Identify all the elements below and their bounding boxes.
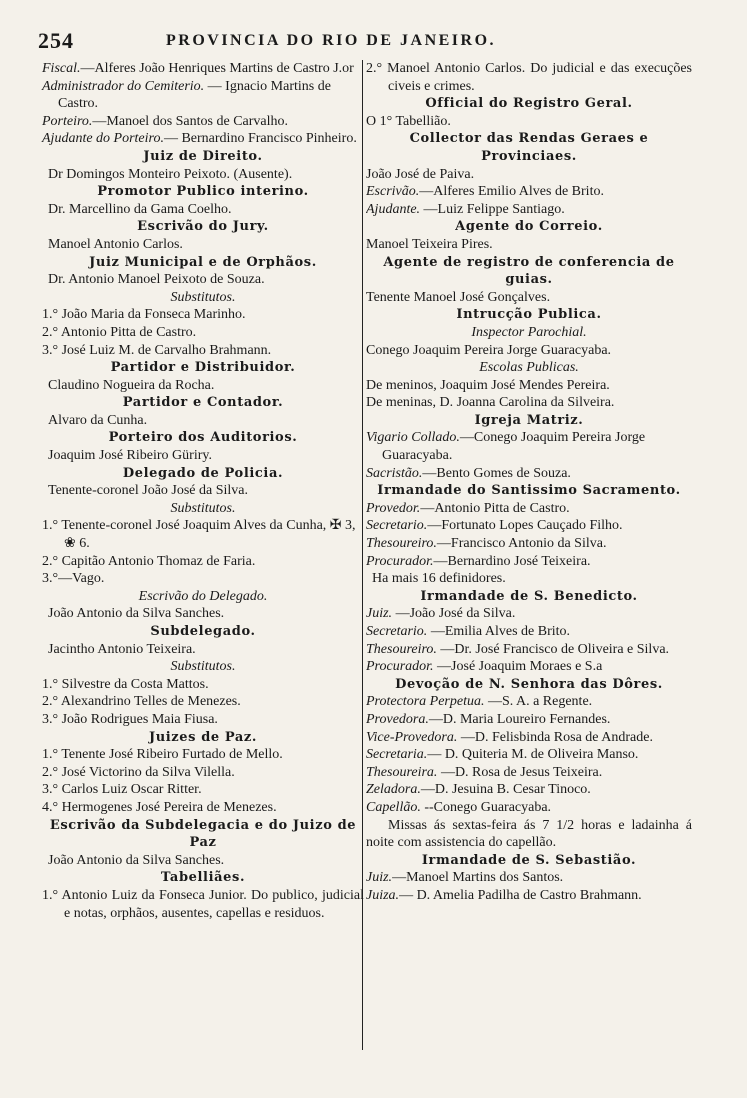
juiz-direito-name: Dr Domingos Monteiro Peixoto. (Ausente). <box>48 166 293 182</box>
partidor-contador-name: Alvaro da Cunha. <box>48 412 148 428</box>
list-item: 3.° João Rodrigues Maia Fiusa. <box>42 711 218 727</box>
tabelliao-2-entry: 2.° Manoel Antonio Carlos. Do judicial e das execuções civeis e crimes. <box>366 61 692 94</box>
delegado-heading: Delegado de Policia. <box>122 465 284 481</box>
juiz-municipal-heading: Juiz Municipal e de Orphãos. <box>89 254 317 270</box>
escrivao-jury-name: Manoel Antonio Carlos. <box>48 236 183 252</box>
fiscal-entry: Fiscal.—Alferes João Henriques Martins de Castro J.or <box>42 61 354 76</box>
sebastiao-heading: Irmandade de S. Sebastião. <box>421 852 637 868</box>
substitutos-heading: Substitutos. <box>170 500 236 516</box>
registro-name: O 1° Tabellião. <box>366 113 451 129</box>
sacramento-heading: Irmandade do Santissimo Sacramento. <box>377 483 681 499</box>
list-item: 2.° José Victorino da Silva Vilella. <box>42 764 235 780</box>
dores-thesoureira-entry: Thesoureira. —D. Rosa de Jesus Teixeira. <box>366 764 603 780</box>
sacramento-definidores: Ha mais 16 definidores. <box>372 571 506 587</box>
escrivao-subdelegacia-name: João Antonio da Silva Sanches. <box>48 852 225 868</box>
list-item: 3.° José Luiz M. de Carvalho Brahmann. <box>42 342 272 358</box>
sacramento-secretario-entry: Secretario.—Fortunato Lopes Cauçado Filho. <box>366 518 623 534</box>
inspector-heading: Inspector Parochial. <box>471 324 587 340</box>
substitutos-heading: Substitutos. <box>170 289 236 305</box>
partidor-distribuidor-heading: Partidor e Distribuidor. <box>110 360 296 376</box>
porteiro-auditorios-heading: Porteiro dos Auditorios. <box>108 430 298 446</box>
page-number: 254 <box>38 28 74 53</box>
ajudante-porteiro-entry: Ajudante do Porteiro.— Bernardino Francisco Pinheiro. <box>42 131 357 147</box>
sacramento-thesoureiro-entry: Thesoureiro.—Francisco Antonio da Silva. <box>366 536 607 552</box>
partidor-contador-heading: Partidor e Contador. <box>122 395 284 411</box>
juizes-paz-heading: Juizes de Paz. <box>148 729 258 745</box>
delegado-name: Tenente-coronel João José da Silva. <box>48 483 249 499</box>
dores-secretaria-entry: Secretaria.— D. Quiteria M. de Oliveira Manso. <box>366 747 639 763</box>
igreja-heading: Igreja Matriz. <box>474 412 584 428</box>
ajudante-collector-entry: Ajudante. —Luiz Felippe Santiago. <box>366 201 565 217</box>
page-header <box>38 28 718 58</box>
correio-name: Manoel Teixeira Pires. <box>366 236 493 252</box>
benedicto-secretario-entry: Secretario. —Emilia Alves de Brito. <box>366 624 571 639</box>
instruccao-heading: Intrucção Publica. <box>456 307 602 323</box>
page-title: PROVINCIA DO RIO DE JANEIRO. <box>166 32 497 49</box>
list-item: De meninos, Joaquim José Mendes Pereira. <box>366 377 610 393</box>
sebastiao-juiza-entry: Juiza.— D. Amelia Padilha de Castro Brahmann. <box>366 887 642 903</box>
list-item: 4.° Hermogenes José Pereira de Menezes. <box>42 799 277 815</box>
escrivao-delegado-heading: Escrivão do Delegado. <box>138 588 268 604</box>
administrador-entry: Administrador do Cemiterio. — Ignacio Martins de Castro. <box>42 78 331 112</box>
list-item: 3.°—Vago. <box>42 571 105 587</box>
subdelegado-name: Jacintho Antonio Teixeira. <box>48 641 196 657</box>
escolas-heading: Escolas Publicas. <box>479 360 579 376</box>
list-item: 2.° Antonio Pitta de Castro. <box>42 324 197 340</box>
list-item: De meninas, D. Joanna Carolina da Silveira. <box>366 395 615 411</box>
dores-protectora-entry: Protectora Perpetua. —S. A. a Regente. <box>366 694 593 710</box>
escrivao-delegado-name: João Antonio da Silva Sanches. <box>48 606 225 622</box>
dores-provedora-entry: Provedora.—D. Maria Loureiro Fernandes. <box>366 711 611 727</box>
vigario-entry: Vigario Collado.—Conego Joaquim Pereira Jorge Guaracyaba. <box>366 430 646 464</box>
list-item: 1.° João Maria da Fonseca Marinho. <box>42 307 246 323</box>
benedicto-juiz-entry: Juiz. —João José da Silva. <box>366 606 516 622</box>
list-item: 1.° Tenente-coronel José Joaquim Alves da Cunha, ✠ 3, ❀ 6. <box>42 518 356 552</box>
list-item: 2.° Alexandrino Telles de Menezes. <box>42 694 241 710</box>
sacramento-provedor-entry: Provedor.—Antonio Pitta de Castro. <box>366 500 570 516</box>
escrivao-subdelegacia-heading: Escrivão da Subdelegacia e do Juizo de Paz <box>49 817 357 851</box>
dores-zeladora-entry: Zeladora.—D. Jesuina B. Cesar Tinoco. <box>366 782 591 798</box>
sacristao-entry: Sacristão.—Bento Gomes de Souza. <box>366 465 571 481</box>
list-item: 3.° Carlos Luiz Oscar Ritter. <box>42 782 202 798</box>
left-column <box>42 60 364 922</box>
partidor-distribuidor-name: Claudino Nogueira da Rocha. <box>48 377 215 393</box>
registro-heading: Official do Registro Geral. <box>425 96 633 112</box>
promotor-name: Dr. Marcellino da Gama Coelho. <box>48 201 232 217</box>
porteiro-auditorios-name: Joaquim José Ribeiro Güriry. <box>48 448 212 464</box>
dores-missas: Missas ás sextas-feira ás 7 1/2 horas e ladainha á noite com assistencia do capellão. <box>366 817 692 851</box>
right-column <box>366 60 692 905</box>
promotor-heading: Promotor Publico interino. <box>97 184 309 200</box>
porteiro-entry: Porteiro.—Manoel dos Santos de Carvalho. <box>42 113 289 129</box>
juiz-direito-heading: Juiz de Direito. <box>143 148 263 164</box>
dores-heading: Devoção de N. Senhora das Dôres. <box>395 676 663 692</box>
list-item: 1.° Antonio Luiz da Fonseca Junior. Do publico, judicial e notas, orphãos, ausentes, capellas e residuos. <box>42 887 364 921</box>
subdelegado-heading: Subdelegado. <box>150 624 256 639</box>
escrivao-jury-heading: Escrivão do Jury. <box>137 219 269 235</box>
conferencia-heading: Agente de registro de conferencia de guias. <box>383 254 675 288</box>
dores-capellao-entry: Capellão. --Conego Guaracyaba. <box>366 799 552 815</box>
juiz-municipal-name: Dr. Antonio Manoel Peixoto de Souza. <box>48 272 265 288</box>
escrivao-collector-entry: Escrivão.—Alferes Emilio Alves de Brito. <box>366 184 604 200</box>
sacramento-procurador-entry: Procurador.—Bernardino José Teixeira. <box>366 553 591 569</box>
correio-heading: Agente do Correio. <box>455 219 603 235</box>
substitutos-heading: Substitutos. <box>170 659 236 675</box>
conferencia-name: Tenente Manoel José Gonçalves. <box>366 289 551 305</box>
list-item: 2.° Capitão Antonio Thomaz de Faria. <box>42 553 256 569</box>
benedicto-thesoureiro-entry: Thesoureiro. —Dr. José Francisco de Oliveira e Silva. <box>366 641 670 657</box>
inspector-name: Conego Joaquim Pereira Jorge Guaracyaba. <box>366 342 612 358</box>
collector-name: João José de Paiva. <box>366 166 475 182</box>
sebastiao-juiz-entry: Juiz.—Manoel Martins dos Santos. <box>366 870 564 886</box>
list-item: 1.° Tenente José Ribeiro Furtado de Mello. <box>42 747 283 763</box>
benedicto-procurador-entry: Procurador. —José Joaquim Moraes e S.a <box>366 659 603 675</box>
list-item: 1.° Silvestre da Costa Mattos. <box>42 676 209 692</box>
benedicto-heading: Irmandade de S. Benedicto. <box>420 588 638 604</box>
dores-vice-entry: Vice-Provedora. —D. Felisbinda Rosa de Andrade. <box>366 729 653 745</box>
collector-heading: Collector das Rendas Geraes e Provinciaes. <box>409 131 649 164</box>
tabelliaes-heading: Tabelliães. <box>160 870 246 886</box>
